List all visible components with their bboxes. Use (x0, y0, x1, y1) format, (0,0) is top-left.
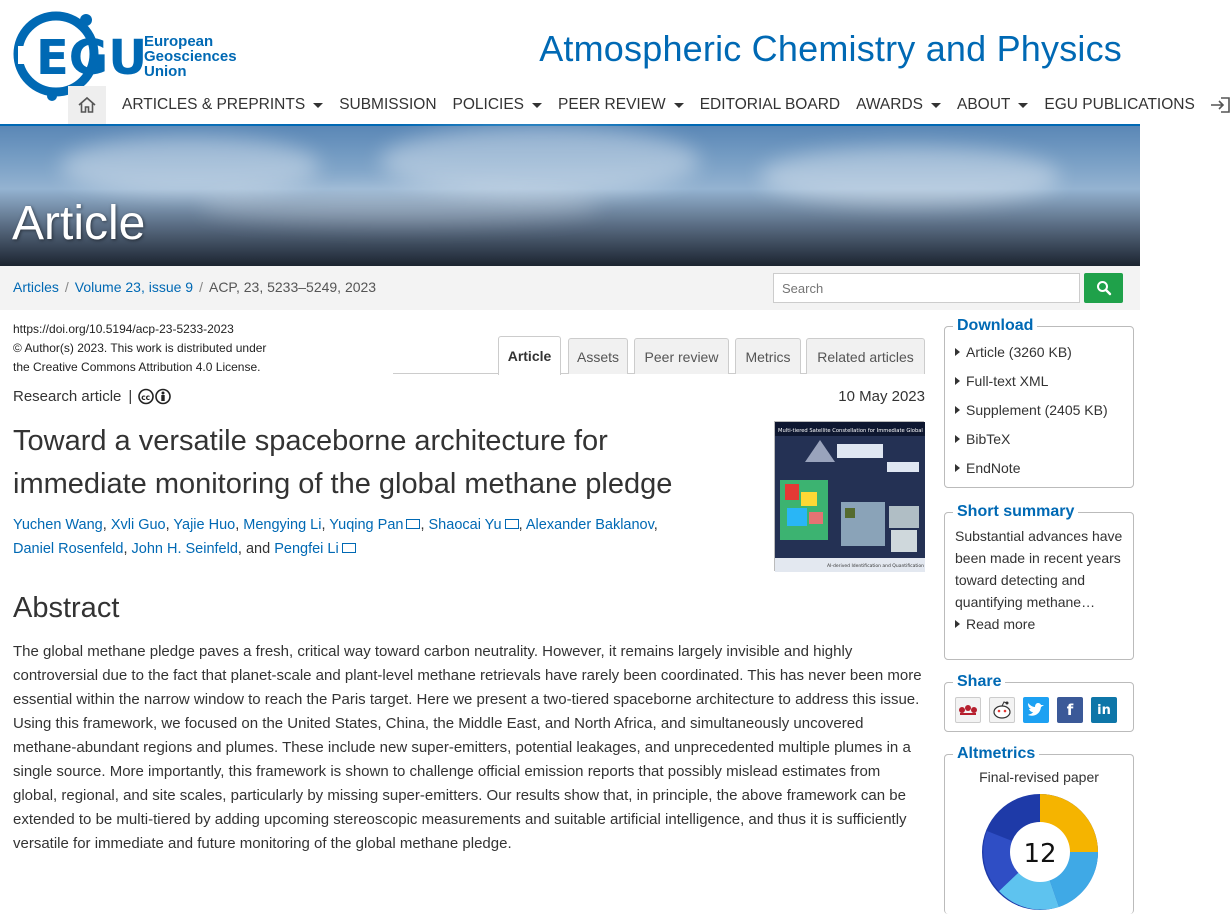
search-button[interactable] (1084, 273, 1123, 303)
graphical-abstract-image (775, 422, 925, 572)
author-link[interactable]: Yuchen Wang (13, 517, 103, 533)
article-meta (13, 320, 303, 377)
abstract-heading: Abstract (13, 592, 120, 624)
tab-peer-review[interactable]: Peer review (634, 338, 729, 374)
nav-item-about[interactable] (949, 96, 1036, 114)
download-item-label: BibTeX (966, 430, 1011, 447)
article-tabs (393, 336, 925, 374)
nav-item-editorial-board[interactable] (692, 96, 848, 114)
summary-title: Short summary (953, 503, 1078, 521)
article-title (13, 420, 763, 506)
title-line1: Toward a versatile spaceborne architecture for (13, 425, 608, 457)
author-link[interactable]: Daniel Rosenfeld (13, 541, 124, 557)
doi-link[interactable]: https://doi.org/10.5194/acp-23-5233-2023 (13, 322, 234, 336)
banner-title: Article (12, 197, 146, 250)
twitter-icon[interactable] (1023, 697, 1049, 723)
license-line1: © Author(s) 2023. This work is distributed under (13, 341, 267, 355)
mendeley-icon[interactable] (955, 697, 981, 723)
altmetrics-title: Altmetrics (953, 745, 1039, 763)
graphical-footer: AI-derived Identification and Quantification (827, 564, 925, 569)
article-type-label: Research article (13, 388, 122, 405)
journal-title[interactable]: Atmospheric Chemistry and Physics (539, 28, 1122, 69)
breadcrumb-current: ACP, 23, 5233–5249, 2023 (208, 279, 377, 295)
author-link[interactable]: Mengying Li (243, 517, 322, 533)
breadcrumb: Articles / Volume 23, issue 9 / ACP, 23, 5233–5249, 2023 (13, 279, 377, 295)
chevron-right-icon (955, 435, 960, 443)
site-header (0, 0, 1195, 126)
author-link[interactable]: John H. Seinfeld (131, 541, 238, 557)
logo-line3: Union (144, 63, 187, 80)
tab-article[interactable]: Article (498, 336, 561, 375)
author-link[interactable]: Pengfei Li (274, 541, 339, 557)
caret-down-icon (1018, 103, 1028, 108)
nav-item-egu-publications[interactable] (1036, 96, 1202, 114)
chevron-right-icon (955, 348, 960, 356)
tab-assets[interactable]: Assets (568, 338, 628, 374)
tab-metrics[interactable]: Metrics (735, 338, 801, 374)
svg-text:cc: cc (141, 393, 151, 402)
abstract-text: The global methane pledge paves a fresh, critical way toward carbon neutrality. However, it remains largely invisible and highly controversial due to the fact that planet-scale and plant-level methane retrievals have rarely been coordinated. This has never been more essential within the narrow window to reach the Paris target. Here we present a two-tiered spaceborne architecture to address this issue. Using this framework, we focused on the United States, China, the Middle East, and North Africa, and simultaneously uncovered methane-abundant regions and plumes. These include new super-emitters, potential leakages, and unprecedented multiple plumes in a single source. More importantly, this framework is shown to challenge official emission reports that possibly mislead estimates from global, regional, and site scales, particularly by missing super-emitters. Our results show that, in principle, the above framework can be extended to be multi-tiered by adding upcoming stereoscopic measurements and suitable artificial intelligence, and thus it is sufficiently versatile for immediate and future monitoring of the global methane pledge. (13, 643, 922, 852)
altmetric-score: 12 (1023, 839, 1057, 869)
logo-letters: EGU (36, 30, 148, 86)
breadcrumb-volume[interactable]: Volume 23, issue 9 (74, 279, 194, 295)
breadcrumb-articles[interactable]: Articles (13, 279, 59, 295)
altmetrics-box (944, 745, 1134, 914)
nav-item-label: ABOUT (956, 96, 1011, 113)
graphical-abstract[interactable] (774, 421, 924, 571)
authors-and: and (245, 541, 271, 557)
summary-text: Substantial advances have been made in recent years toward detecting and quantifying methane… (955, 528, 1123, 610)
nav-item-label: SUBMISSION (339, 96, 437, 113)
download-item-label: EndNote (966, 459, 1021, 476)
download-item[interactable] (945, 337, 1133, 366)
download-title: Download (953, 317, 1037, 335)
linkedin-icon[interactable]: in (1091, 697, 1117, 723)
nav-item-awards[interactable] (848, 96, 949, 114)
download-item[interactable] (945, 424, 1133, 453)
author-link[interactable]: Yuqing Pan (329, 517, 404, 533)
nav-item-label: EDITORIAL BOARD (699, 96, 841, 113)
nav-login[interactable] (1209, 96, 1231, 114)
download-item-label: Full-text XML (966, 372, 1049, 389)
download-item-label: Article (3260 KB) (966, 343, 1072, 360)
download-item-label: Supplement (2405 KB) (966, 401, 1108, 418)
download-item[interactable] (945, 366, 1133, 395)
mail-icon[interactable] (406, 519, 420, 529)
publication-date: 10 May 2023 (838, 388, 925, 405)
reddit-icon[interactable] (989, 697, 1015, 723)
page-banner (0, 126, 1140, 266)
nav-item-label: AWARDS (856, 96, 923, 113)
home-icon (77, 95, 97, 115)
cc-by-icon[interactable] (138, 388, 172, 405)
mail-icon[interactable] (342, 543, 356, 553)
tab-related-articles[interactable]: Related articles (806, 338, 925, 374)
chevron-right-icon (955, 464, 960, 472)
author-link[interactable]: Shaocai Yu (428, 517, 502, 533)
nav-item-submission[interactable] (331, 96, 444, 114)
search-icon (1096, 280, 1112, 296)
altmetric-donut[interactable] (979, 791, 1101, 913)
logo-line1: European (144, 33, 214, 50)
graphical-title: Multi-tiered Satellite Constellation for Immediate Global (778, 428, 923, 434)
logo-line2: Geosciences (144, 48, 237, 65)
caret-down-icon (931, 103, 941, 108)
altmetrics-subtitle: Final-revised paper (979, 769, 1099, 785)
search-input[interactable] (773, 273, 1080, 303)
nav-item-policies[interactable] (445, 96, 551, 114)
author-list: Yuchen Wang, Xvli Guo, Yajie Huo, Mengying Li, Yuqing Pan , Shaocai Yu , Alexander Baklanov, Daniel Rosenfeld, John H. Seinfeld, and Pengfei Li (13, 517, 658, 557)
caret-down-icon (674, 103, 684, 108)
login-icon (1209, 96, 1231, 114)
article-type (13, 388, 172, 405)
license-line2: the Creative Commons Attribution 4.0 License. (13, 360, 261, 374)
read-more-link[interactable] (945, 613, 1133, 635)
mail-icon[interactable] (505, 519, 519, 529)
share-title: Share (953, 673, 1005, 691)
chevron-right-icon (955, 620, 960, 628)
nav-home[interactable] (68, 86, 106, 124)
share-box (944, 673, 1134, 732)
nav-item-label: EGU PUBLICATIONS (1044, 96, 1195, 113)
nav-item-articles-preprints[interactable] (114, 96, 331, 114)
title-line2: immediate monitoring of the global methane pledge (13, 468, 673, 500)
main-nav (68, 86, 1231, 124)
author-link[interactable]: Yajie Huo (173, 517, 236, 533)
author-link[interactable]: Xvli Guo (110, 517, 166, 533)
read-more-label: Read more (966, 616, 1036, 632)
caret-down-icon (313, 103, 323, 108)
chevron-right-icon (955, 406, 960, 414)
caret-down-icon (532, 103, 542, 108)
nav-item-label: PEER REVIEW (558, 96, 666, 113)
nav-item-label: ARTICLES & PREPRINTS (122, 96, 306, 113)
facebook-icon[interactable]: f (1057, 697, 1083, 723)
chevron-right-icon (955, 377, 960, 385)
author-link[interactable]: Alexander Baklanov (525, 517, 654, 533)
summary-box (944, 503, 1134, 660)
type-separator: | (128, 388, 133, 405)
download-item[interactable] (945, 453, 1133, 482)
download-box (944, 317, 1134, 488)
nav-item-peer-review[interactable] (550, 96, 692, 114)
nav-item-label: POLICIES (452, 96, 525, 113)
download-item[interactable] (945, 395, 1133, 424)
